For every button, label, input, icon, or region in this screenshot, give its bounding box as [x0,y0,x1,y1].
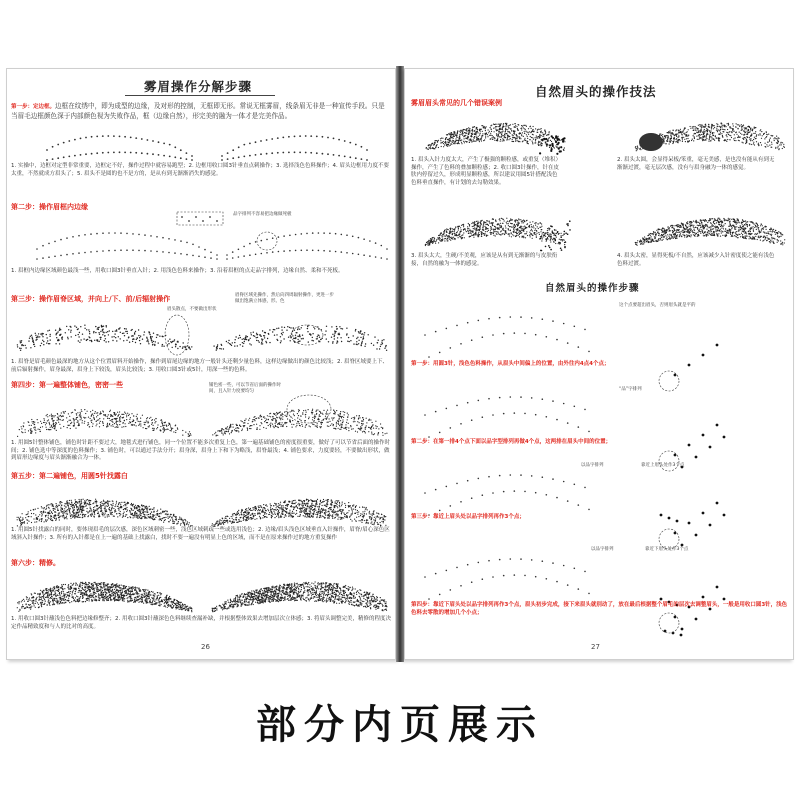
headstep-brow-2 [424,396,725,471]
headstep4-note-b: 靠近下眉头处作3个点 [645,547,689,552]
step5-notes: 1. 用圆5针找露白的同时，要体现眉毛的层次感，深色区域刺密一些，浅色区域刺疏一些或选用浅色；2. 边缘/眉头浅色区域垂直入针操作，眉脊/眉心深色区域斜入针操作；3. 所有的入针都是在上一遍的基础上找露白，找时不要一遍没有明显上色的区域，而不是在原来操作过的地方重复操作 [11,527,390,541]
right-page-number: 27 [591,643,600,651]
left-page-title: 雾眉操作分解步骤 [144,79,253,94]
headstep1-note: 这个点要超出眉头，否则眉头就是平的 [619,303,696,308]
error-brow-3 [425,218,571,252]
step3-illustration [17,305,397,360]
title-underline [125,95,275,96]
right-page-title: 自然眉头的操作技法 [535,84,657,99]
step3-annotation-mid: 眉头散点，不要做出形状 [167,307,217,312]
headstep-brow-4 [424,558,725,636]
headstep1-text: 第一步：用圆3针，浅色色料操作，从眉头中间偏上的位置，由外往内4点4个点； [411,361,610,367]
step1-notes: 1. 实操中，边框对定型非常重要，边框定不好，操作过程中就容易跑型；2. 边框用收口圆3针垂直点刺操作；3. 选择浅色色料操作；4. 眉头边框用力度不要太重，不然就成方眉头了；5. 眉头不是圆的也不是方的，是从有到无渐渐消失的感觉。 [11,163,389,177]
left-page [6,68,396,660]
step4-notes: 1. 用圆5针整体铺色，铺色时针距不要过大，地毯式进行铺色，同一个位置不能多次重复上色，第一遍基础铺色的密度很重要，做好了可以节省后面的操作时间；2. 铺色选中等深度的色料操作；3. 铺色时，可以通过手法分开；眉身深，眉身上下和下为略浅，眉脊最浅；4. 铺色要求，力度要轻，不要做出形状，做到眉形边缘度与眉头渐渐融合为一体。 [11,440,391,461]
headstep3-text: 第三步：靠近上眉头处以品字排列再作3个点； [411,514,525,520]
brow-inner-edges [36,232,388,260]
step2-annotation: 品字排列不容易把边缘做死板 [233,212,292,217]
step4-annotation: 铺色密一些，可以节省后面的操作时间，且入针力度要均匀 [209,383,281,394]
error-brow-2 [635,122,785,151]
headstep3-note-b: 靠近上眉头处作3个点 [641,463,685,468]
step5-illustration [17,479,397,534]
left-page-number: 26 [201,643,210,651]
headstep4-note-a: 以品字排列 [591,547,614,552]
brow-outline-left [46,135,193,161]
step4-illustration [17,387,397,447]
step1-heading: 第一步：定边框。 [11,104,56,110]
brow-base-fill [17,409,388,437]
brow-outline-right [221,135,368,161]
headstep2-text: 第二步：在第一排4个点下面以品字型排列再做4个点，这两排在眉头中间的位置； [411,439,612,445]
step1-text: 边框在纹绣中，即为成型的边缘，及对形的控制，无框即无形。常说无框雾眉，线条眉无非是一种宣传手段。只是当眉毛边框颜色深于内部颜色视为失败作品，框（边缘自然），形完美的融为一体才是完美作品。 [11,102,385,120]
step4-heading: 第四步：第一遍整体铺色，密密一些 [11,381,123,389]
step3-annotation-top: 眉脊区域先操作，然后向四周辐射操作，更进一步做出饱满立体感，形。色 [235,293,334,304]
error-brow-1 [426,123,566,155]
error-case-3: 3. 眉头太大，生硬/不美观，应该是从有到无渐渐的与皮肤衔接，自然的融为一体的感觉。 [411,253,558,267]
step2-heading: 第二步：操作眉框内边缘 [11,203,88,211]
error-case-4: 4. 眉头太密，显得死板/不自然，应该减少入针密度使之能有浅色色料过渡。 [617,253,775,267]
headstep2-note: “品”字排列 [619,387,642,392]
headstep-brow-3 [424,474,725,549]
step6-illustration [17,562,397,617]
error-brow-4 [635,218,786,246]
highlight-circle [659,529,679,549]
headstep3-note-a: 以品字排列 [581,463,604,468]
errors-heading: 雾眉眉头常见的几个错误案例 [411,99,502,107]
headstep4-text: 第四步：靠近下眉头处以品字排列再作3个点，眉头初步完成，接下来眉头就别动了，放在最后根据整个眉毛的层次去调整眉头，一般是用收口圆3针，浅色色料去零散的增加几个小点； [411,602,788,616]
caption: 部分内页展示 [256,702,544,748]
step2-illustration [17,209,397,269]
step5-heading: 第五步：第二遍铺色，用圆5针找露白 [11,472,128,480]
brow-ridge-fill [17,325,388,352]
right-page [404,68,794,660]
brow-second-fill [17,499,387,527]
brow-final-fill [17,581,388,612]
headstep-brow-1 [424,316,718,391]
highlight-circle [165,315,189,355]
highlight-circle [257,232,277,250]
step1-block [11,102,391,121]
highlight-circle [659,371,679,391]
steps-title: 自然眉头的操作步骤 [545,283,640,294]
step6-heading: 第六步：精修。 [11,559,60,567]
error-case-2: 2. 眉头太圆，会显得呆板/笨重，毫无美感，是也没有能从有到无渐渐过渡，毫无层次感，没有与眉身融为一体的感觉。 [617,157,775,171]
error-case-1: 1. 眉头入针力度太大，产生了极强的颗粒感，或重复（堆积）操作，产生了色料的叠加颗粒感；2. 收口圆3针操作，针在皮肤内停留过久，形成明显颗粒感，所以建议用圆5针搭配浅色色料垂直操作，有计划的去勾勒效果。 [411,157,561,186]
step6-notes: 1. 用收口圆3针蘸浅色色料把边缘修整齐；2. 用收口圆3针蘸深色色料继续查漏补缺，并根据整体效果去增加层次立体感；3. 将眉头调整完美，精修的程度决定作品精致度和与人的比对的高度。 [11,616,391,630]
step3-heading: 第三步：操作眉脊区域，并向上/下、前/后辐射操作 [11,295,171,303]
sample-dots-box [177,212,223,225]
step2-notes: 1. 眉框内边缘区域颜色最浅一些，用收口圆3针垂直入针；2. 用浅色色料来操作；3. 沿着眉框的点走品字排列，边缘自然、柔和不死板。 [11,268,344,274]
step3-notes: 1. 眉脊是眉毛颜色最深的地方从这个位置眉料开始操作，操作到眉尾边缘的地方一般针头还剩少量色料，这样边缘做出的颜色比较浅；2. 眉脊区域要上下、前后辐射操作，眉身最深，眉身上下较浅，眉头比较浅；3. 用收口圆3针或5针，用深一些的色料。 [11,359,388,373]
book-spine [396,66,404,662]
